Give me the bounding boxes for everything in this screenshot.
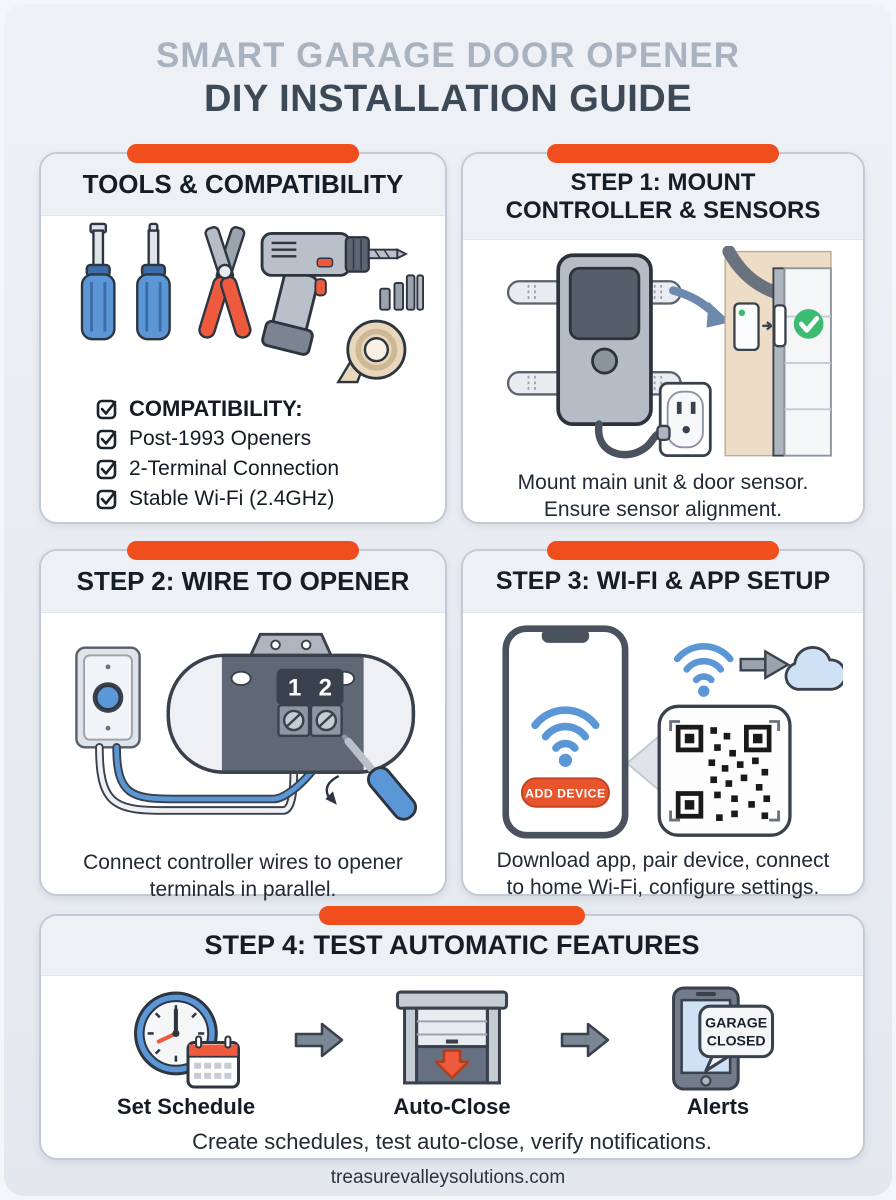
feature-label: Auto-Close <box>393 1094 511 1119</box>
card-step2-wire <box>39 549 447 901</box>
arrow-icon <box>292 1020 346 1060</box>
checkbox-checked-icon <box>95 397 119 421</box>
tools-illustration <box>62 222 424 384</box>
door-frame <box>773 268 784 455</box>
checklist-item <box>95 484 445 514</box>
arrow-icon <box>558 1020 612 1060</box>
terminal-block <box>277 669 344 736</box>
checklist-item <box>95 454 445 484</box>
screwdriver-flat-icon <box>82 224 114 339</box>
step3-illustration <box>483 619 843 842</box>
sensor-led <box>739 310 745 316</box>
step2-caption: Connect controller wires to opener terminals in parallel. <box>83 851 403 901</box>
rotate-arrow-icon <box>325 776 338 805</box>
alert-phone-icon <box>656 986 780 1092</box>
step2-illustration <box>61 619 425 844</box>
card-accent-pill <box>547 144 779 163</box>
step4-caption: Create schedules, test auto-close, verify notifications. <box>192 1129 712 1154</box>
calendar-icon <box>188 1036 238 1086</box>
sensor-magnet-icon <box>774 305 785 346</box>
compatibility-checklist <box>95 394 445 514</box>
checkbox-checked-icon <box>95 457 119 481</box>
controller-unit-icon <box>558 255 651 424</box>
card-title: STEP 3: WI-FI & APP SETUP <box>463 551 863 613</box>
feature-label: Alerts <box>686 1094 750 1119</box>
wall-button-icon <box>76 648 139 748</box>
wifi-signal-icon <box>677 646 730 680</box>
checklist-label: 2-Terminal Connection <box>129 457 340 480</box>
checklist-label: COMPATIBILITY: <box>129 396 303 421</box>
checklist-item <box>95 394 445 424</box>
add-device-label: ADD DEVICE <box>525 786 606 801</box>
step4-features-row <box>41 986 863 1120</box>
arrow-icon <box>673 291 731 328</box>
card-step1-mount <box>461 152 865 524</box>
bubble-text-line1: GARAGE <box>705 1014 768 1031</box>
door-sensor-scene <box>725 252 831 456</box>
card-accent-pill <box>547 541 779 560</box>
door-sensor-icon <box>734 304 758 350</box>
checklist-label: Post-1993 Openers <box>129 427 312 450</box>
infographic-poster <box>4 4 892 1196</box>
schedule-clock-icon <box>124 986 248 1092</box>
card-title: STEP 4: TEST AUTOMATIC FEATURES <box>41 916 863 976</box>
feature-label: Set Schedule <box>116 1094 256 1119</box>
checklist-item <box>95 424 445 454</box>
screwdriver-phillips-icon <box>137 224 169 339</box>
step1-caption: Mount main unit & door sensor. Ensure sensor alignment. <box>517 471 809 521</box>
smartphone-icon <box>506 629 625 836</box>
terminal-1-label: 1 <box>288 674 302 702</box>
card-step3-wifi-app <box>461 549 865 899</box>
tape-roll-icon <box>338 321 405 382</box>
card-step4-test <box>39 914 865 1160</box>
power-cable <box>599 424 662 455</box>
step3-caption: Download app, pair device, connect to home Wi-Fi, configure settings. <box>496 849 830 899</box>
card-accent-pill <box>319 906 585 925</box>
wire-strippers-icon <box>198 226 253 339</box>
poster-title-line2: DIY INSTALLATION GUIDE <box>203 78 693 120</box>
feature-auto-close <box>372 986 532 1120</box>
card-title: STEP 2: WIRE TO OPENER <box>41 551 445 613</box>
garage-door-icon <box>390 986 514 1092</box>
feature-set-schedule <box>106 986 266 1120</box>
card-title: TOOLS & COMPATIBILITY <box>41 154 445 216</box>
card-accent-pill <box>127 541 359 560</box>
terminal-2-label: 2 <box>318 674 332 702</box>
arrow-icon <box>741 651 788 678</box>
checkbox-checked-icon <box>95 427 119 451</box>
poster-title-line1: SMART GARAGE DOOR OPENER <box>155 36 741 75</box>
feature-alerts <box>638 986 798 1120</box>
card-title: STEP 1: MOUNT CONTROLLER & SENSORS <box>505 168 821 224</box>
step1-illustration <box>491 246 835 464</box>
qr-code-icon <box>659 706 790 835</box>
checkbox-checked-icon <box>95 487 119 511</box>
card-tools-compatibility <box>39 152 447 524</box>
drill-bits-icon <box>380 275 423 309</box>
cloud-icon <box>786 647 843 689</box>
check-icon <box>794 309 824 339</box>
website-url: treasurevalleysolutions.com <box>330 1167 566 1188</box>
bubble-text-line2: CLOSED <box>706 1032 766 1049</box>
add-device-button <box>522 778 609 806</box>
card-accent-pill <box>127 144 359 163</box>
power-outlet-icon <box>657 383 710 455</box>
checklist-label: Stable Wi-Fi (2.4GHz) <box>129 487 335 510</box>
